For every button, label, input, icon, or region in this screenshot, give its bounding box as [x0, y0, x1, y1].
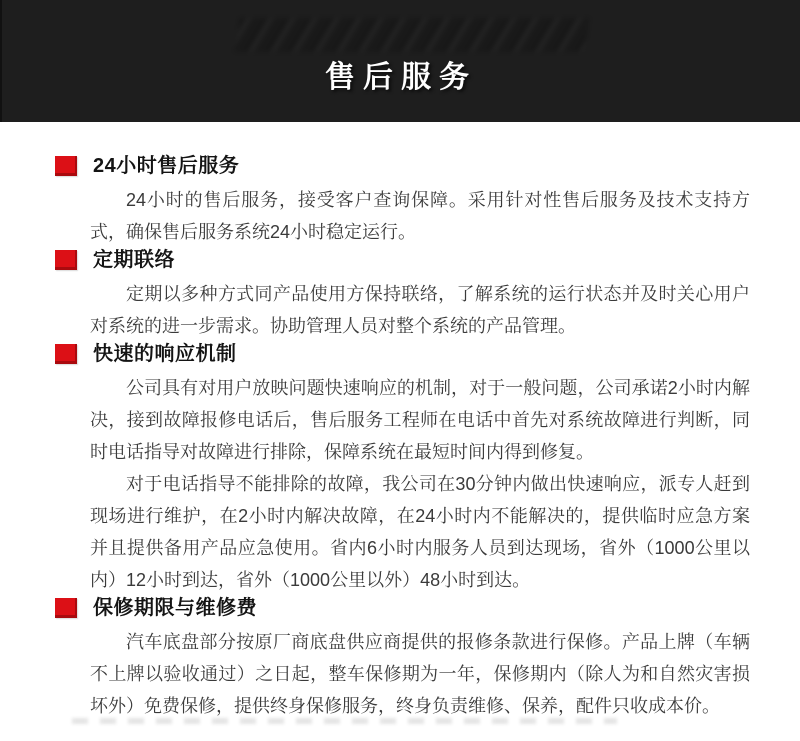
- section-header: [55, 154, 750, 178]
- red-square-bullet-icon: [55, 250, 77, 270]
- section-header: [55, 248, 750, 272]
- section-paragraphs: [90, 626, 750, 722]
- paragraph: 定期以多种方式同产品使用方保持联络，了解系统的运行状态并及时关心用户对系统的进一步需求。协助管理人员对整个系统的产品管理。: [90, 284, 750, 336]
- section-heading: 24小时售后服务: [93, 155, 240, 177]
- section-paragraphs: [90, 278, 750, 342]
- section-paragraphs: [90, 184, 750, 248]
- page-title: 售后服务: [325, 61, 477, 94]
- red-square-bullet-icon: [55, 598, 77, 618]
- section-paragraphs: [90, 372, 750, 596]
- red-square-bullet-icon: [55, 344, 77, 364]
- section-header: [55, 342, 750, 366]
- page-header: [0, 0, 800, 122]
- paragraph: 汽车底盘部分按原厂商底盘供应商提供的报修条款进行保修。产品上牌（车辆不上牌以验收通过）之日起，整车保修期为一年，保修期内（除人为和自然灾害损坏外）免费保修，提供终身保修服务，终身负责维修、保养，配件只收成本价。: [90, 632, 750, 716]
- red-square-bullet-icon: [55, 156, 77, 176]
- paragraph: 24小时的售后服务，接受客户查询保障。采用针对性售后服务及技术支持方式，确保售后服务系统24小时稳定运行。: [90, 190, 750, 242]
- paragraph: 对于电话指导不能排除的故障，我公司在30分钟内做出快速响应，派专人赶到现场进行维护，在2小时内解决故障，在24小时内不能解决的，提供临时应急方案并且提供备用产品应急使用。省内6小时内服务人员到达现场，省外（1000公里以内）12小时到达，省外（1000公里以外）48小时到达。: [90, 474, 750, 590]
- section-header: [55, 596, 750, 620]
- section-heading: 快速的响应机制: [93, 343, 237, 365]
- service-section: [55, 248, 750, 342]
- service-section: [55, 154, 750, 248]
- section-heading: 保修期限与维修费: [93, 597, 257, 619]
- paragraph: 公司具有对用户放映问题快速响应的机制，对于一般问题，公司承诺2小时内解决，接到故障报修电话后，售后服务工程师在电话中首先对系统故障进行判断，同时电话指导对故障进行排除，保障系统在最短时间内得到修复。: [90, 378, 750, 462]
- header-watermark: [235, 18, 590, 52]
- service-section: [55, 342, 750, 596]
- content-area: [0, 122, 800, 722]
- service-section: [55, 596, 750, 722]
- section-heading: 定期联络: [93, 249, 175, 271]
